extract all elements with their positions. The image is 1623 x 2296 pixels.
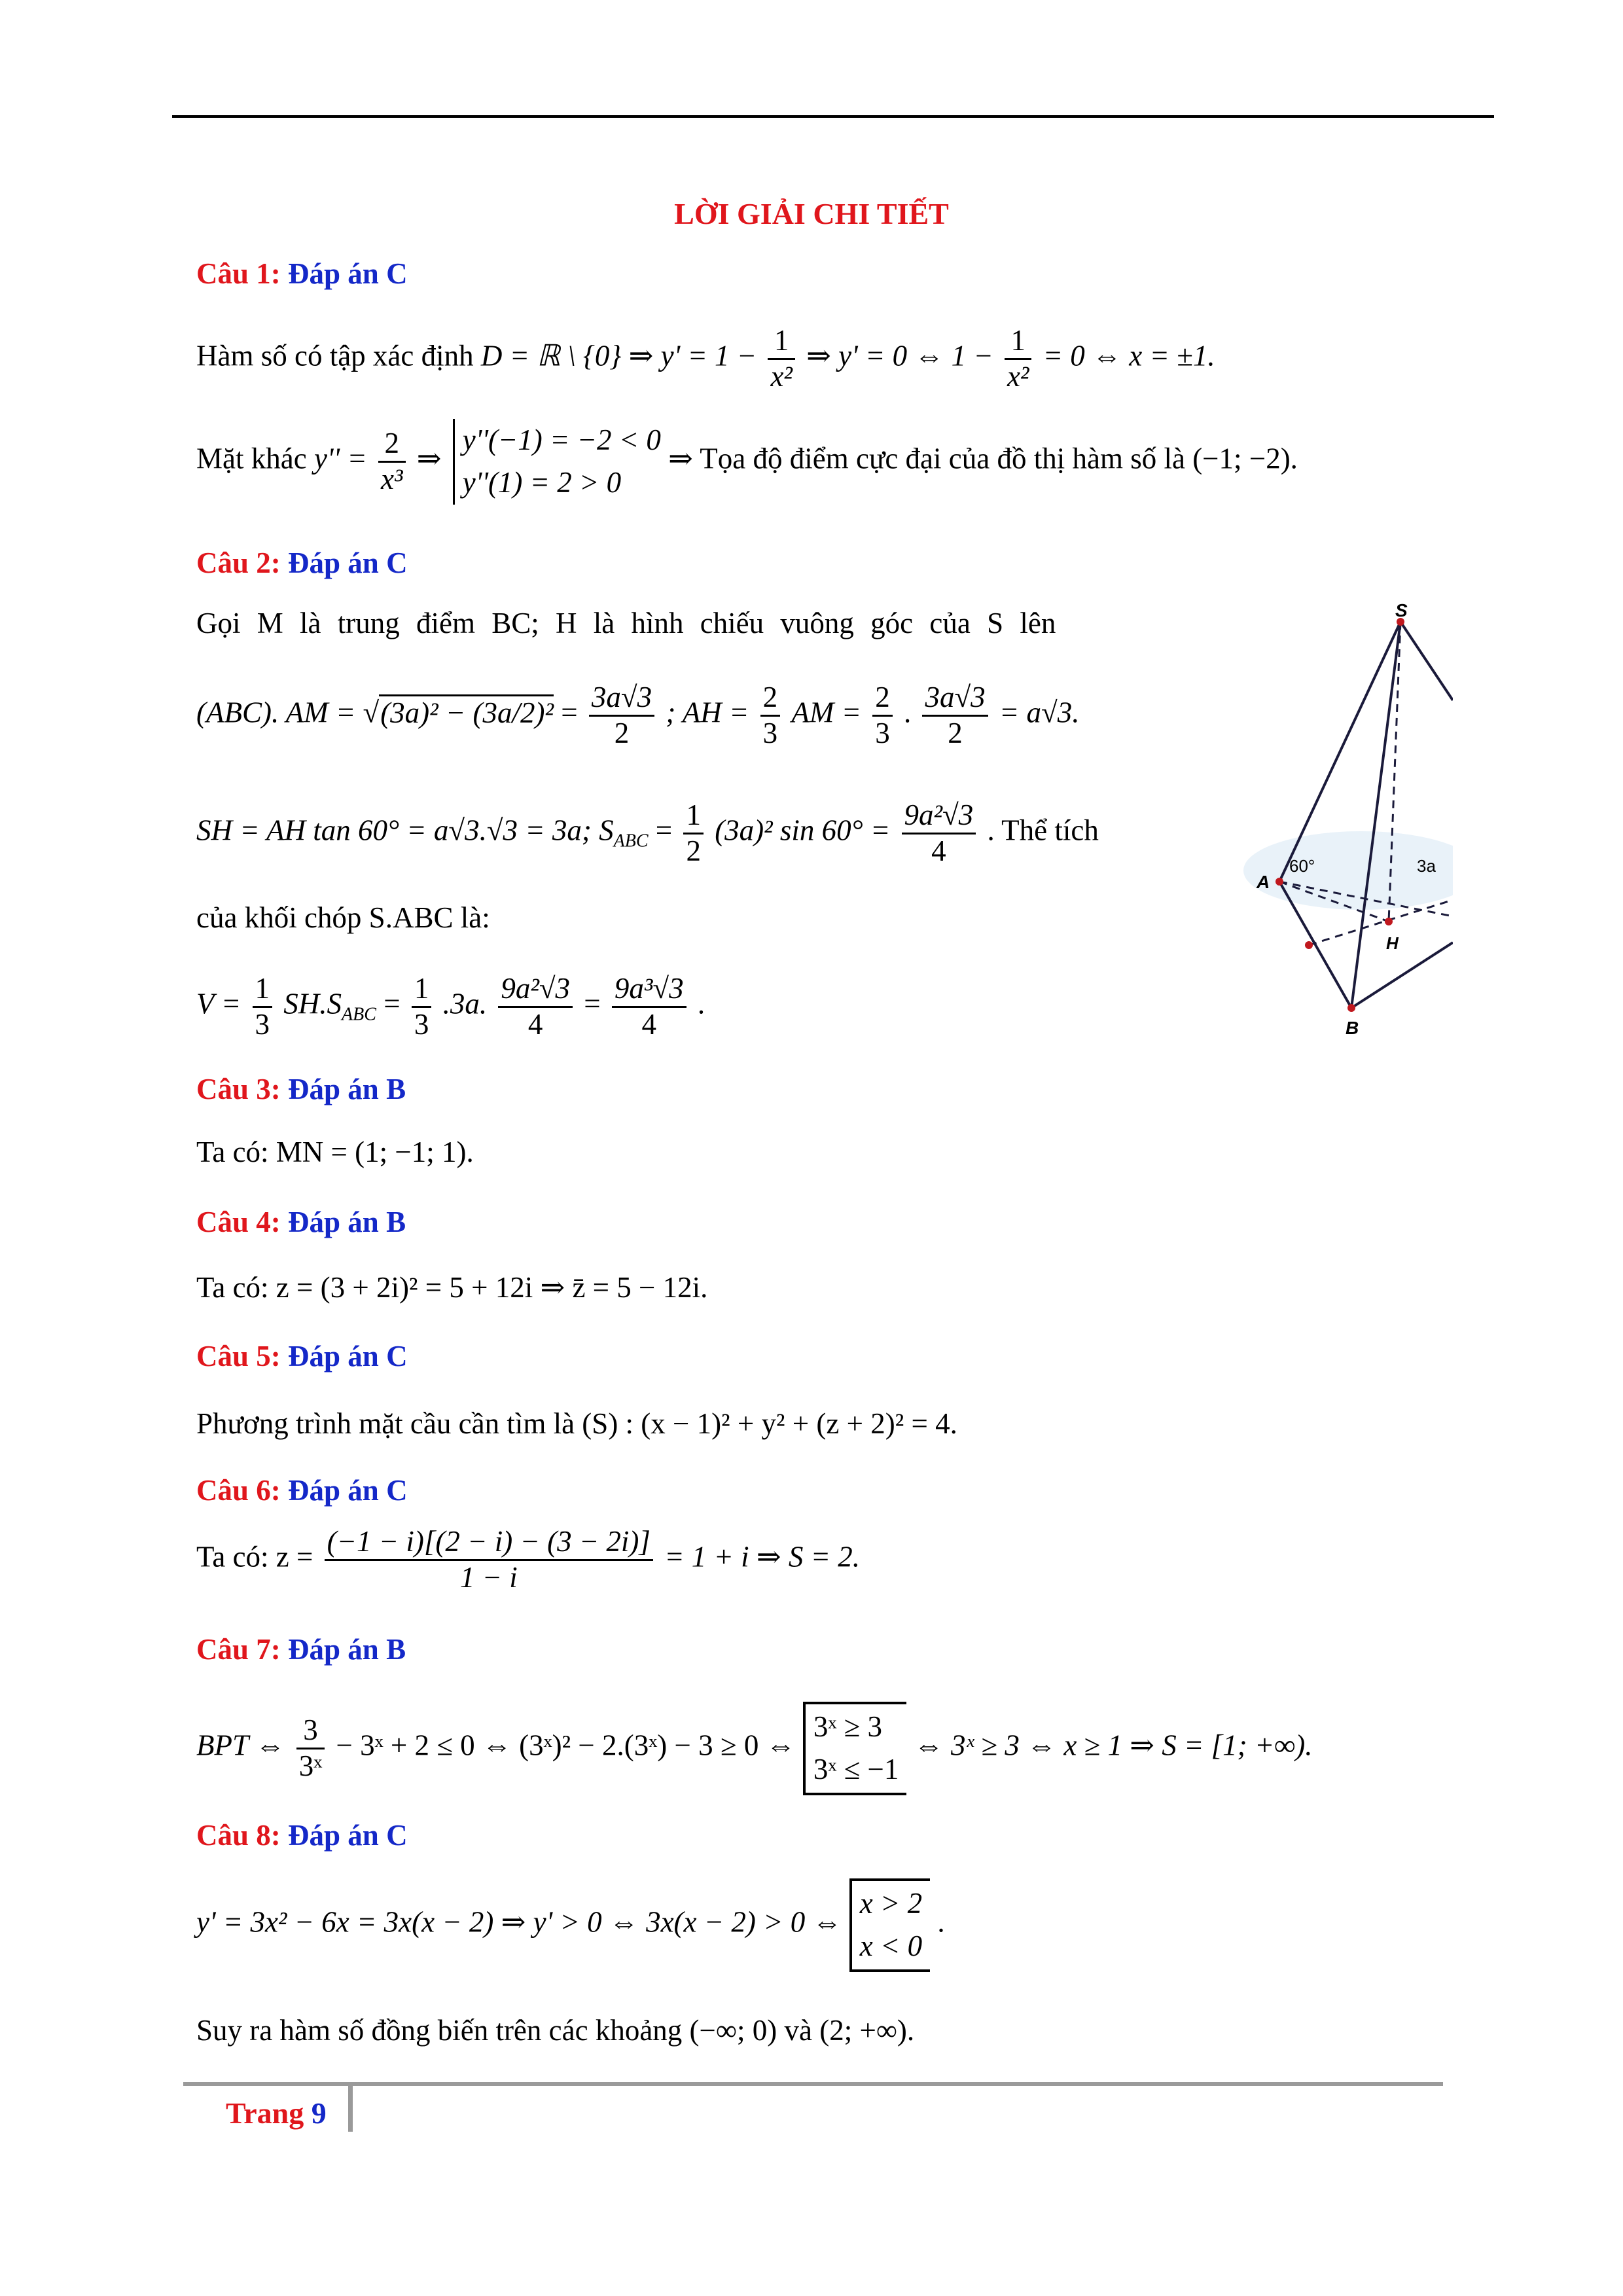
q8-heading (196, 1821, 408, 1850)
q8-cases: x > 2 x < 0 (849, 1878, 930, 1972)
q5-line1: Phương trình mặt cầu cần tìm là (S) : (x − 1)² + y² + (z + 2)² = 4. (196, 1407, 957, 1440)
q1-heading (196, 259, 408, 289)
q4-answer: Đáp án B (288, 1206, 406, 1238)
q2-answer: Đáp án C (288, 547, 408, 579)
q5-answer: Đáp án C (288, 1340, 408, 1372)
q7-cases: 3ˣ ≥ 3 3ˣ ≤ −1 (803, 1702, 907, 1795)
q1-frac1: $\frac{1}{\text{x²}}$ (768, 324, 794, 394)
point-a (1275, 878, 1283, 886)
footer-rule (183, 2082, 1443, 2086)
q2-line4: của khối chóp S.ABC là: (196, 901, 490, 934)
q1-line1: Hàm số có tập xác định D = ℝ \ {0} ⇒ y' = 1 − $\frac{1}{\text{x²}}$ ⇒ y' = 0 ⇔ 1 − $\frac{1}{\text{x²}}$ = 0 ⇔ x = ±1. (196, 324, 1215, 393)
q3-heading (196, 1075, 406, 1104)
q6-frac: $\frac{(-1 - i)[(2 - i) - (3 - 2i)]}{1 - i}$ (325, 1525, 653, 1595)
q1-line2: Mặt khác y'' = $\frac{2}{\text{x³}}$ ⇒ y''(−1) = −2 < 0 y''(1) = 2 > 0 ⇒ Tọa độ điểm cực đại của đồ thị hàm số là (−1; −2). (196, 419, 1298, 505)
label-angle: 60° (1289, 856, 1315, 876)
q6-line1: Ta có: z = $\frac{(-1 - i)[(2 - i) - (3 - 2i)]}{1 - i}$ = 1 + i ⇒ S = 2. (196, 1525, 860, 1594)
q1-system: y''(−1) = −2 < 0 y''(1) = 2 > 0 (453, 419, 661, 505)
page-title: LỜI GIẢI CHI TIẾT (674, 197, 949, 230)
q3-answer: Đáp án B (288, 1073, 406, 1105)
q8-label: Câu 8: (196, 1819, 281, 1852)
label-h: H (1386, 933, 1399, 953)
q7-answer: Đáp án B (288, 1633, 406, 1666)
q8-line1: y' = 3x² − 6x = 3x(x − 2) ⇒ y' > 0 ⇔ 3x(x − 2) > 0 ⇔ x > 2 x < 0 . (196, 1878, 945, 1972)
label-b: B (1346, 1018, 1359, 1038)
q2-line5: V = $\frac{1}{3}$ $SH.S_{ABC}$ = $\frac{1}{3}$ .3a. $\frac{\text{9a²√3}}{4}$ = $\frac{\text{9a³√3}}{4}$ . (196, 972, 705, 1041)
q5-label: Câu 5: (196, 1340, 281, 1372)
q1-frac3: $\frac{2}{\text{x³}}$ (378, 427, 405, 497)
q3-label: Câu 3: (196, 1073, 281, 1105)
q4-label: Câu 4: (196, 1206, 281, 1238)
q7-line1: BPT ⇔ $\frac{3}{\text{3ˣ}}$ − 3ˣ + 2 ≤ 0 ⇔ (3ˣ)² − 2.(3ˣ) − 3 ≥ 0 ⇔ 3ˣ ≥ 3 3ˣ ≤ −1 ⇔ 3ˣ ≥ 3 ⇔ x ≥ 1 ⇒ S = [1; +∞). (196, 1702, 1313, 1795)
footer-separator (348, 2086, 353, 2132)
q8-answer: Đáp án C (288, 1819, 408, 1852)
label-s: S (1395, 602, 1408, 620)
label-side: 3a (1417, 856, 1436, 876)
label-a: A (1257, 872, 1270, 892)
header-rule (172, 115, 1494, 118)
page-number: Trang 9 (226, 2096, 327, 2130)
q1-frac2: $\frac{1}{\text{x²}}$ (1005, 324, 1031, 394)
q2-line1: Gọi M là trung điểm BC; H là hình chiếu vuông góc của S lên (196, 607, 1056, 639)
q7-label: Câu 7: (196, 1633, 281, 1666)
q4-heading (196, 1208, 406, 1237)
q4-line1: Ta có: z = (3 + 2i)² = 5 + 12i ⇒ z̄ = 5 − 12i. (196, 1271, 708, 1304)
q6-answer: Đáp án C (288, 1474, 408, 1507)
q8-line2: Suy ra hàm số đồng biến trên các khoảng (−∞; 0) và (2; +∞). (196, 2014, 915, 2047)
point-h (1385, 918, 1393, 925)
q7-heading (196, 1635, 406, 1664)
q3-line1: Ta có: MN = (1; −1; 1). (196, 1136, 474, 1168)
pyramid-figure (1217, 602, 1453, 1047)
q2-line2: (ABC). AM = √(3a)² − (3a/2)² = $\frac{3a√3}{2}$ ; AH = $\frac{2}{3}$ AM = $\frac{2}{3}$ . $\frac{3a√3}{2}$ = a√3. (196, 681, 1080, 749)
point-b (1347, 1004, 1355, 1012)
point-m (1305, 941, 1313, 949)
q2-heading (196, 548, 408, 578)
q5-heading (196, 1342, 408, 1371)
q6-label: Câu 6: (196, 1474, 281, 1507)
q1-answer: Đáp án C (288, 257, 408, 290)
q1-label: Câu 1: (196, 257, 281, 290)
q2-label: Câu 2: (196, 547, 281, 579)
q6-heading (196, 1476, 408, 1505)
q2-line3: SH = AH tan 60° = a√3.√3 = 3a; $S_{ABC}$ = $\frac{1}{2}$ (3a)² sin 60° = $\frac{\text{9a²√3}}{4}$ . Thể tích (196, 798, 1099, 867)
